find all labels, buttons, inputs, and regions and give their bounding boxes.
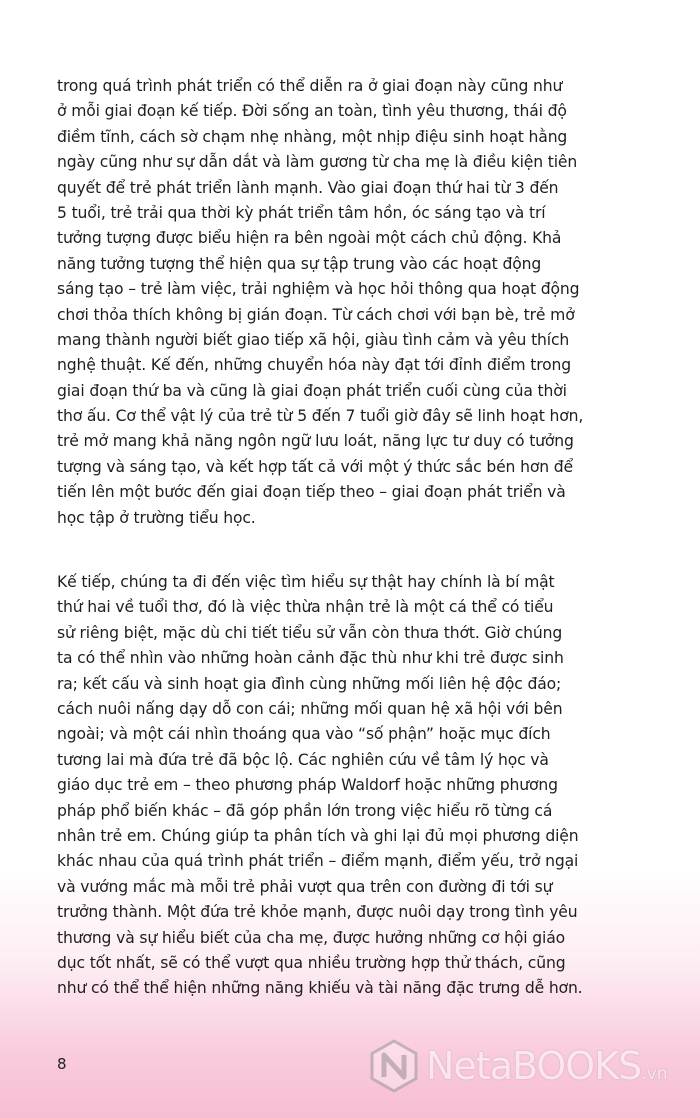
text-line: tượng và sáng tạo, và kết hợp tất cả với một ý thức sắc bén hơn để bbox=[57, 457, 573, 476]
text-line: thơ ấu. Cơ thể vật lý của trẻ từ 5 đến 7 tuổi giờ đây sẽ linh hoạt hơn, bbox=[57, 407, 584, 426]
text-line: ở mỗi giai đoạn kế tiếp. Đời sống an toàn, tình yêu thương, thái độ bbox=[57, 102, 567, 121]
text-line: ta có thể nhìn vào những hoàn cảnh đặc thù như khi trẻ được sinh bbox=[57, 649, 564, 668]
text-line: ra; kết cấu và sinh hoạt gia đình cùng những mối liên hệ độc đáo; bbox=[57, 674, 562, 693]
text-line: cách nuôi nấng dạy dỗ con cái; những mối quan hệ xã hội với bên bbox=[57, 699, 563, 718]
text-line: nhân trẻ em. Chúng giúp ta phân tích và ghi lại đủ mọi phương diện bbox=[57, 826, 579, 845]
body-text bbox=[57, 74, 657, 1002]
netabooks-logo-icon bbox=[366, 1038, 422, 1094]
text-line: khác nhau của quá trình phát triển – điểm mạnh, điểm yếu, trở ngại bbox=[57, 852, 579, 871]
text-line: 5 tuổi, trẻ trải qua thời kỳ phát triển tâm hồn, óc sáng tạo và trí bbox=[57, 203, 546, 222]
text-line: quyết để trẻ phát triển lành mạnh. Vào giai đoạn thứ hai từ 3 đến bbox=[57, 178, 559, 197]
watermark bbox=[366, 1030, 700, 1100]
text-line: điềm tĩnh, cách sờ chạm nhẹ nhàng, một nhịp điệu sinh hoạt hằng bbox=[57, 127, 568, 146]
text-line: ngoài; và một cái nhìn thoáng qua vào “số phận” hoặc mục đích bbox=[57, 725, 551, 744]
text-line: năng tưởng tượng thể hiện qua sự tập trung vào các hoạt động bbox=[57, 254, 542, 273]
text-line: sử riêng biệt, mặc dù chi tiết tiểu sử vẫn còn thưa thớt. Giờ chúng bbox=[57, 623, 563, 642]
text-line: ngày cũng như sự dẫn dắt và làm gương từ cha mẹ là điều kiện tiên bbox=[57, 153, 578, 172]
text-line: pháp phổ biến khác – đã góp phần lớn trong việc hiểu rõ từng cá bbox=[57, 801, 553, 820]
text-line: trưởng thành. Một đứa trẻ khỏe mạnh, được nuôi dạy trong tình yêu bbox=[57, 903, 578, 922]
page-number: 8 bbox=[57, 1055, 67, 1073]
text-line: giáo dục trẻ em – theo phương pháp Waldorf hoặc những phương bbox=[57, 776, 558, 795]
text-line: tưởng tượng được biểu hiện ra bên ngoài một cách chủ động. Khả bbox=[57, 229, 562, 248]
text-line: tương lai mà đứa trẻ đã bộc lộ. Các nghiên cứu về tâm lý học và bbox=[57, 750, 549, 769]
text-line: như có thể thể hiện những năng khiếu và tài năng đặc trưng dễ hơn. bbox=[57, 979, 583, 998]
watermark-text: NetaBOOKS.vn bbox=[426, 1044, 668, 1088]
text-line: sáng tạo – trẻ làm việc, trải nghiệm và học hỏi thông qua hoạt động bbox=[57, 280, 580, 299]
paragraph-2 bbox=[57, 570, 657, 1002]
paragraph-1 bbox=[57, 74, 657, 531]
text-line: tiến lên một bước đến giai đoạn tiếp theo – giai đoạn phát triển và bbox=[57, 483, 566, 502]
text-line: mang thành người biết giao tiếp xã hội, giàu tình cảm và yêu thích bbox=[57, 330, 570, 349]
text-line: Kế tiếp, chúng ta đi đến việc tìm hiểu sự thật hay chính là bí mật bbox=[57, 573, 555, 592]
text-line: thứ hai về tuổi thơ, đó là việc thừa nhận trẻ là một cá thể có tiểu bbox=[57, 598, 554, 617]
text-line: chơi thỏa thích không bị gián đoạn. Từ cách chơi với bạn bè, trẻ mở bbox=[57, 305, 575, 324]
text-line: giai đoạn thứ ba và cũng là giai đoạn phát triển cuối cùng của thời bbox=[57, 381, 567, 400]
text-line: trẻ mở mang khả năng ngôn ngữ lưu loát, năng lực tư duy có tưởng bbox=[57, 432, 574, 451]
text-line: dục tốt nhất, sẽ có thể vượt qua nhiều trường hợp thử thách, cũng bbox=[57, 953, 566, 972]
text-line: và vướng mắc mà mỗi trẻ phải vượt qua trên con đường đi tới sự bbox=[57, 877, 553, 896]
text-line: thương và sự hiểu biết của cha mẹ, được hưởng những cơ hội giáo bbox=[57, 928, 565, 947]
text-line: nghệ thuật. Kế đến, những chuyển hóa này đạt tới đỉnh điểm trong bbox=[57, 356, 571, 375]
text-line: trong quá trình phát triển có thể diễn ra ở giai đoạn này cũng như bbox=[57, 77, 563, 95]
text-line: học tập ở trường tiểu học. bbox=[57, 508, 256, 527]
